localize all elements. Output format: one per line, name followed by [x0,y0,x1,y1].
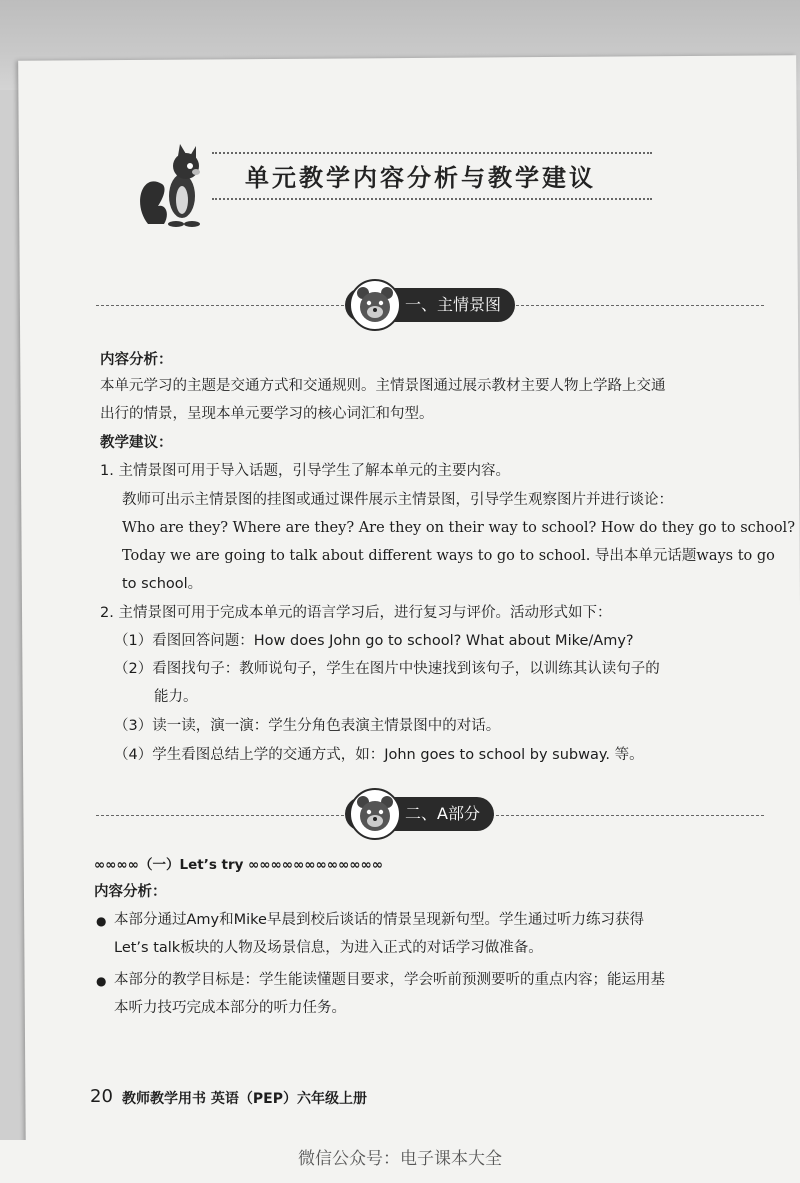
teaching-suggestion-label: 教学建议： [100,435,173,451]
activity-item: （2）看图找句子：教师说句子，学生在图片中快速找到该句子，以训练其认读句子的 [114,661,660,677]
paragraph-line: 出行的情景，呈现本单元要学习的核心词汇和句型。 [100,406,434,422]
paragraph-line: Today we are going to talk about different ways to go to school. 导出本单元话题ways to go [122,548,775,564]
page-title: 单元教学内容分析与教学建议 [245,163,596,192]
bullet-dot-icon: ● [96,974,107,988]
lets-try-subheading: ∞∞∞∞（一）Let’s try ∞∞∞∞∞∞∞∞∞∞∞∞ [94,857,384,873]
paragraph-line: 教师可出示主情景图的挂图或通过课件展示主情景图，引导学生观察图片并进行谈论： [122,492,673,508]
section-heading-1 [345,288,515,322]
bear-icon [349,279,401,331]
squirrel-mascot-icon [138,144,214,230]
title-bottom-rule [212,198,652,200]
activity-item: （1）看图回答问题：How does John go to school? What about Mike/Amy? [114,633,634,649]
watermark-text: 微信公众号：电子课本大全 [298,1149,502,1169]
title-top-rule [212,152,652,154]
bullet-line: 本部分通过Amy和Mike早晨到校后谈话的情景呈现新句型。学生通过听力练习获得 [114,912,644,928]
section-heading-2 [345,797,494,831]
section-heading-1-label: 一、主情景图 [405,295,502,314]
paragraph-line: Who are they? Where are they? Are they on their way to school? How do they go to school? [122,520,795,536]
content-analysis-label: 内容分析： [100,352,173,368]
bullet-line: Let’s talk板块的人物及场景信息，为进入正式的对话学习做准备。 [114,940,543,956]
paragraph-line: 本单元学习的主题是交通方式和交通规则。主情景图通过展示教材主要人物上学路上交通 [100,378,666,394]
suggestion-item-1: 1. 主情景图可用于导入话题，引导学生了解本单元的主要内容。 [100,463,510,479]
bullet-dot-icon: ● [96,914,107,928]
bullet-line: 本听力技巧完成本部分的听力任务。 [114,1000,346,1016]
book-title-footer: 教师教学用书 英语（PEP）六年级上册 [122,1091,367,1107]
suggestion-item-2: 2. 主情景图可用于完成本单元的语言学习后，进行复习与评价。活动形式如下： [100,605,612,621]
paragraph-line: to school。 [122,576,203,592]
activity-item: （4）学生看图总结上学的交通方式，如：John goes to school by subway. 等。 [114,747,644,763]
activity-item-continued: 能力。 [154,689,198,705]
section-heading-2-label: 二、A部分 [405,804,480,823]
page-number: 20 [90,1086,113,1107]
bear-icon [349,788,401,840]
activity-item: （3）读一读，演一演：学生分角色表演主情景图中的对话。 [114,718,501,734]
bullet-line: 本部分的教学目标是：学生能读懂题目要求，学会听前预测要听的重点内容；能运用基 [114,972,665,988]
content-analysis-label: 内容分析： [94,884,167,900]
